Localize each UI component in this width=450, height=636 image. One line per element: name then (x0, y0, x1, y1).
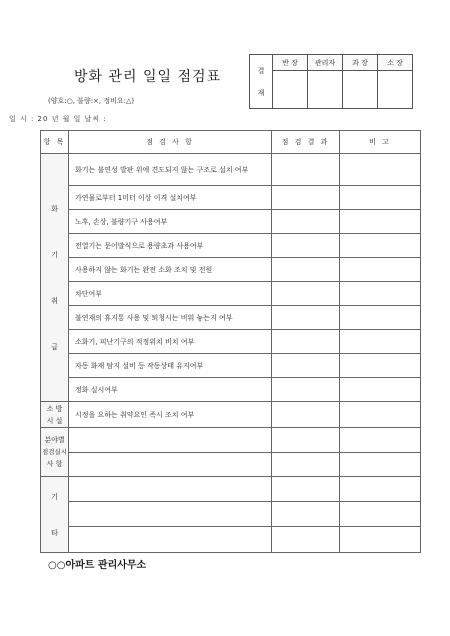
group-char: 소 방 (46, 404, 63, 413)
remarks-cell[interactable] (340, 428, 421, 453)
check-item[interactable] (69, 502, 272, 527)
check-item[interactable] (69, 477, 272, 502)
remarks-cell[interactable] (340, 306, 421, 330)
result-cell[interactable] (272, 428, 340, 453)
group-char: 취 (51, 296, 58, 305)
remarks-cell[interactable] (340, 258, 421, 282)
date-weather-line: 일 시 : 20 년 월 일 날씨 : (9, 115, 107, 123)
group-char: 급 (51, 342, 58, 351)
result-cell[interactable] (272, 234, 340, 258)
table-row (41, 330, 421, 354)
result-cell[interactable] (272, 154, 340, 186)
result-cell[interactable] (272, 282, 340, 306)
remarks-cell[interactable] (340, 154, 421, 186)
signature-box-3[interactable] (343, 71, 378, 109)
table-row (41, 210, 421, 234)
table-row (41, 477, 421, 502)
remarks-cell[interactable] (340, 527, 421, 553)
page-title: 방화 관리 일일 점검표 (74, 69, 222, 85)
table-row (41, 186, 421, 210)
result-cell[interactable] (272, 527, 340, 553)
result-cell[interactable] (272, 402, 340, 428)
table-row (41, 258, 421, 282)
check-item[interactable] (69, 428, 272, 453)
table-row (41, 306, 421, 330)
approval-label-top: 결 (257, 66, 265, 75)
result-cell[interactable] (272, 477, 340, 502)
header-check-item: 점 검 사 항 (69, 131, 272, 154)
group-label-area-checks (41, 428, 69, 477)
table-row (41, 453, 421, 477)
approval-role-3: 과 장 (343, 55, 378, 71)
table-row (41, 354, 421, 378)
remarks-cell[interactable] (340, 354, 421, 378)
group-char: 점검실시 (41, 448, 68, 456)
result-cell[interactable] (272, 502, 340, 527)
table-header-row (41, 131, 421, 154)
check-item: 차단여부 (69, 282, 272, 306)
check-item: 정화 실시여부 (69, 378, 272, 402)
header-item: 항 목 (41, 131, 69, 154)
check-item: 화기는 불연성 발판 위에 견도되지 않는 구조로 설치 여부 (69, 154, 272, 186)
result-cell[interactable] (272, 186, 340, 210)
result-cell[interactable] (272, 210, 340, 234)
group-char: 기 (51, 492, 58, 501)
table-row (41, 527, 421, 553)
remarks-cell[interactable] (340, 502, 421, 527)
header-remarks: 비 고 (340, 131, 421, 154)
result-cell[interactable] (272, 378, 340, 402)
approval-label (250, 55, 273, 109)
group-label-other (41, 477, 69, 553)
inspection-table (40, 130, 421, 553)
table-row (41, 502, 421, 527)
table-row (41, 428, 421, 453)
table-row (41, 154, 421, 186)
result-cell[interactable] (272, 330, 340, 354)
result-cell[interactable] (272, 453, 340, 477)
signature-box-1[interactable] (273, 71, 308, 109)
result-cell[interactable] (272, 354, 340, 378)
approval-label-bottom: 재 (257, 88, 265, 97)
remarks-cell[interactable] (340, 282, 421, 306)
check-item: 노후, 손상, 불량기구 사용여부 (69, 210, 272, 234)
remarks-cell[interactable] (340, 186, 421, 210)
group-label-fire-facilities (41, 402, 69, 428)
table-row (41, 378, 421, 402)
table-row (41, 402, 421, 428)
table-row (41, 282, 421, 306)
check-item: 시정을 요하는 취약요인 즉시 조치 여부 (69, 402, 272, 428)
approval-block (249, 54, 413, 109)
group-char: 분야별 (44, 436, 65, 444)
check-item: 불연재의 휴지통 사용 및 퇴청시는 비워 놓는지 여부 (69, 306, 272, 330)
approval-role-4: 소 장 (378, 55, 413, 71)
approval-role-1: 반 장 (273, 55, 308, 71)
group-char: 사 항 (46, 460, 63, 468)
group-char: 화 (51, 204, 58, 213)
result-cell[interactable] (272, 258, 340, 282)
remarks-cell[interactable] (340, 234, 421, 258)
remarks-cell[interactable] (340, 453, 421, 477)
signature-box-2[interactable] (308, 71, 343, 109)
approval-role-2: 관리자 (308, 55, 343, 71)
remarks-cell[interactable] (340, 210, 421, 234)
office-name: ○○아파트 관리사무소 (48, 560, 147, 571)
remarks-cell[interactable] (340, 378, 421, 402)
check-item: 전열기는 문어발식으로 용량초과 사용여부 (69, 234, 272, 258)
header-result: 점 검 결 과 (272, 131, 340, 154)
group-char: 기 (51, 250, 58, 259)
group-char: 시 설 (46, 416, 63, 425)
result-cell[interactable] (272, 306, 340, 330)
group-char: 타 (51, 528, 58, 537)
check-item: 가연물로부터 1미터 이상 이격 설치여부 (69, 186, 272, 210)
remarks-cell[interactable] (340, 330, 421, 354)
check-item: 사용하지 않는 화기는 완전 소화 조치 및 전원 (69, 258, 272, 282)
signature-box-4[interactable] (378, 71, 413, 109)
group-label-fire-handling (41, 154, 69, 402)
status-legend: (양호:○, 불량:×, 정비요:△) (48, 97, 135, 105)
remarks-cell[interactable] (340, 477, 421, 502)
table-row (41, 234, 421, 258)
remarks-cell[interactable] (340, 402, 421, 428)
check-item[interactable] (69, 527, 272, 553)
check-item[interactable] (69, 453, 272, 477)
check-item: 자동 화재 탐지 설비 등 작동상태 유지여부 (69, 354, 272, 378)
check-item: 소화기, 피난기구의 적정위치 비치 여부 (69, 330, 272, 354)
